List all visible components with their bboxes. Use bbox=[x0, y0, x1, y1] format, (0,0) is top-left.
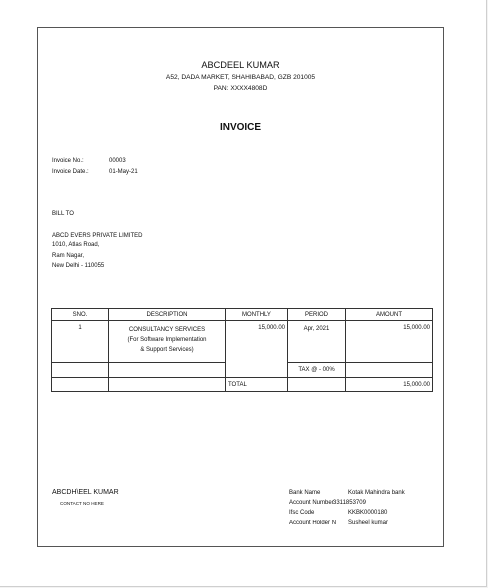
company-pan: PAN: XXXX4808D bbox=[213, 85, 268, 92]
ifsc-value: KKBK0000180 bbox=[348, 510, 388, 516]
invoice-no-value: 00003 bbox=[109, 158, 126, 164]
bill-to-line: New Delhi - 110055 bbox=[52, 263, 105, 269]
ifsc-label: Ifsc Code bbox=[289, 510, 315, 516]
account-number-label: Account Number bbox=[289, 500, 334, 506]
items-table bbox=[51, 308, 433, 392]
row-monthly: 15,000.00 bbox=[226, 321, 288, 378]
signatory-name: ABCDH\EEL KUMAR bbox=[52, 489, 119, 496]
empty-cell bbox=[52, 363, 109, 378]
company-name: ABCDEEL KUMAR bbox=[201, 60, 280, 70]
description-line: & Support Services) bbox=[140, 347, 194, 353]
bill-to-line: ABCD EVERS PRIVATE LIMITED bbox=[52, 233, 143, 239]
account-holder-value: Susheel kumar bbox=[348, 520, 389, 526]
contact-placeholder: CONTACT NO HERE bbox=[60, 501, 104, 506]
row-period: Apr, 2021 bbox=[288, 321, 346, 363]
company-address: A52, DADA MARKET, SHAHIBABAD, GZB 201005 bbox=[165, 74, 316, 81]
total-label: TOTAL bbox=[226, 378, 288, 392]
invoice-date-value: 01-May-21 bbox=[109, 169, 138, 175]
empty-cell bbox=[288, 378, 346, 392]
bill-to-line: Ram Nagar, bbox=[52, 253, 85, 259]
bank-name-label: Bank Name bbox=[289, 490, 321, 496]
bill-to-line: 1010, Atlas Road, bbox=[52, 242, 100, 248]
header-period: PERIOD bbox=[288, 309, 346, 321]
empty-cell bbox=[109, 378, 226, 392]
row-amount: 15,000.00 bbox=[346, 321, 433, 363]
description-line: (For Software Implementation bbox=[127, 337, 207, 343]
tax-label: TAX @ - 00% bbox=[288, 363, 346, 378]
bank-name-value: Kotak Mahindra bank bbox=[348, 490, 405, 496]
invoice-border bbox=[37, 27, 444, 547]
invoice-no-label: Invoice No.: bbox=[52, 158, 84, 164]
header-monthly: MONTHLY bbox=[226, 309, 288, 321]
empty-cell bbox=[346, 363, 433, 378]
header-description: DESCRIPTION bbox=[109, 309, 226, 321]
description-line: CONSULTANCY SERVICES bbox=[128, 327, 206, 333]
total-amount: 15,000.00 bbox=[346, 378, 433, 392]
table-header-row bbox=[52, 309, 433, 321]
header-amount: AMOUNT bbox=[346, 309, 433, 321]
invoice-title: INVOICE bbox=[219, 122, 262, 133]
row-description bbox=[109, 321, 226, 363]
bill-to-label: BILL TO bbox=[52, 211, 74, 217]
total-row bbox=[52, 378, 433, 392]
account-number-value: 3311853709 bbox=[333, 500, 366, 506]
header-sno: SNO. bbox=[52, 309, 109, 321]
table-row bbox=[52, 321, 433, 363]
empty-cell bbox=[109, 363, 226, 378]
row-sno: 1 bbox=[52, 321, 109, 363]
invoice-date-label: Invoice Date.: bbox=[52, 169, 89, 175]
account-holder-label: Account Holder N bbox=[289, 520, 337, 526]
empty-cell bbox=[52, 378, 109, 392]
